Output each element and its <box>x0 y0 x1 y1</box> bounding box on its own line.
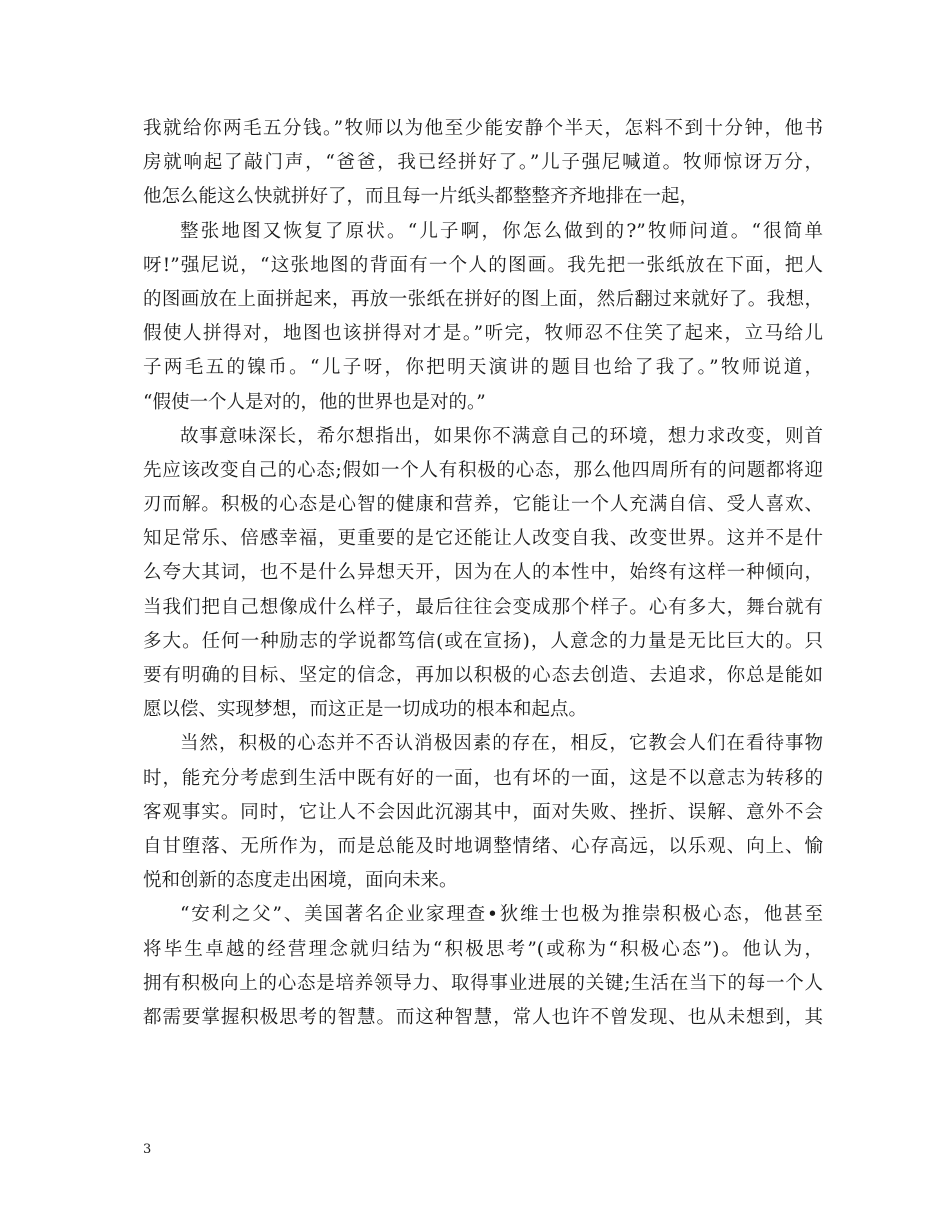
text-line: 他怎么能这么快就拼好了，而且每一片纸头都整整齐齐地排在一起， <box>143 186 699 208</box>
text-line: 子两毛五的镍币。“儿子呀，你把明天演讲的题目也给了我了。”牧师说道， <box>143 357 823 379</box>
text-line: 假使人拼得对，地图也该拼得对才是。”听完，牧师忍不住笑了起来，立马给儿 <box>143 323 823 345</box>
text-line: 将毕生卓越的经营理念就归结为“积极思考”(或称为“积极心态”)。他认为， <box>143 938 823 960</box>
paragraph <box>143 420 823 728</box>
text-line: 知足常乐、倍感幸福，更重要的是它还能让人改变自我、改变世界。这并不是什 <box>143 528 823 550</box>
text-line: 故事意味深长，希尔想指出，如果你不满意自己的环境，想力求改变，则首 <box>180 425 823 447</box>
text-line: 当然，积极的心态并不否认消极因素的存在，相反，它教会人们在看待事物 <box>180 733 823 755</box>
text-line: 时，能充分考虑到生活中既有好的一面，也有坏的一面，这是不以意志为转移的 <box>143 767 823 789</box>
text-line: 多大。任何一种励志的学说都笃信(或在宣扬)，人意念的力量是无比巨大的。只 <box>143 630 823 652</box>
text-line: 刃而解。积极的心态是心智的健康和营养，它能让一个人充满自信、受人喜欢、 <box>143 494 823 516</box>
text-line: “安利之父”、美国著名企业家理查•狄维士也极为推崇积极心态，他甚至 <box>180 904 823 926</box>
text-line: 愿以偿、实现梦想，而这正是一切成功的根本和起点。 <box>143 699 588 721</box>
text-line: 当我们把自己想像成什么样子，最后往往会变成那个样子。心有多大，舞台就有 <box>143 596 823 618</box>
text-line: 房就响起了敲门声，“爸爸，我已经拼好了。”儿子强尼喊道。牧师惊讶万分， <box>143 152 823 174</box>
text-line: 么夸大其词，也不是什么异想天开，因为在人的本性中，始终有这样一种倾向， <box>143 562 823 584</box>
text-line: 客观事实。同时，它让人不会因此沉溺其中，面对失败、挫折、误解、意外不会 <box>143 801 823 823</box>
page-number: 3 <box>143 1142 152 1157</box>
text-line: 整张地图又恢复了原状。“儿子啊，你怎么做到的?”牧师问道。“很简单 <box>180 220 823 242</box>
paragraph <box>143 727 823 898</box>
text-line: 悦和创新的态度走出困境，面向未来。 <box>143 870 458 892</box>
text-line: 我就给你两毛五分钱。”牧师以为他至少能安静个半天，怎料不到十分钟，他书 <box>143 118 823 139</box>
text-line: 呀!”强尼说，“这张地图的背面有一个人的图画。我先把一张纸放在下面，把人 <box>143 254 823 276</box>
text-line: 的图画放在上面拼起来，再放一张纸在拼好的图上面，然后翻过来就好了。我想， <box>143 288 823 310</box>
text-line: 都需要掌握积极思考的智慧。而这种智慧，常人也许不曾发现、也从未想到，其 <box>143 1006 823 1028</box>
text-line: “假使一个人是对的，他的世界也是对的。” <box>143 391 486 413</box>
paragraph <box>143 898 823 1035</box>
body-text <box>143 112 823 1035</box>
paragraph <box>143 112 823 215</box>
paragraph <box>143 215 823 420</box>
text-line: 拥有积极向上的心态是培养领导力、取得事业进展的关键;生活在当下的每一个人 <box>143 972 823 994</box>
text-line: 先应该改变自己的心态;假如一个人有积极的心态，那么他四周所有的问题都将迎 <box>143 459 823 481</box>
text-line: 要有明确的目标、坚定的信念，再加以积极的心态去创造、去追求，你总是能如 <box>143 665 823 686</box>
text-line: 自甘堕落、无所作为，而是总能及时地调整情绪、心存高远，以乐观、向上、愉 <box>143 835 823 857</box>
